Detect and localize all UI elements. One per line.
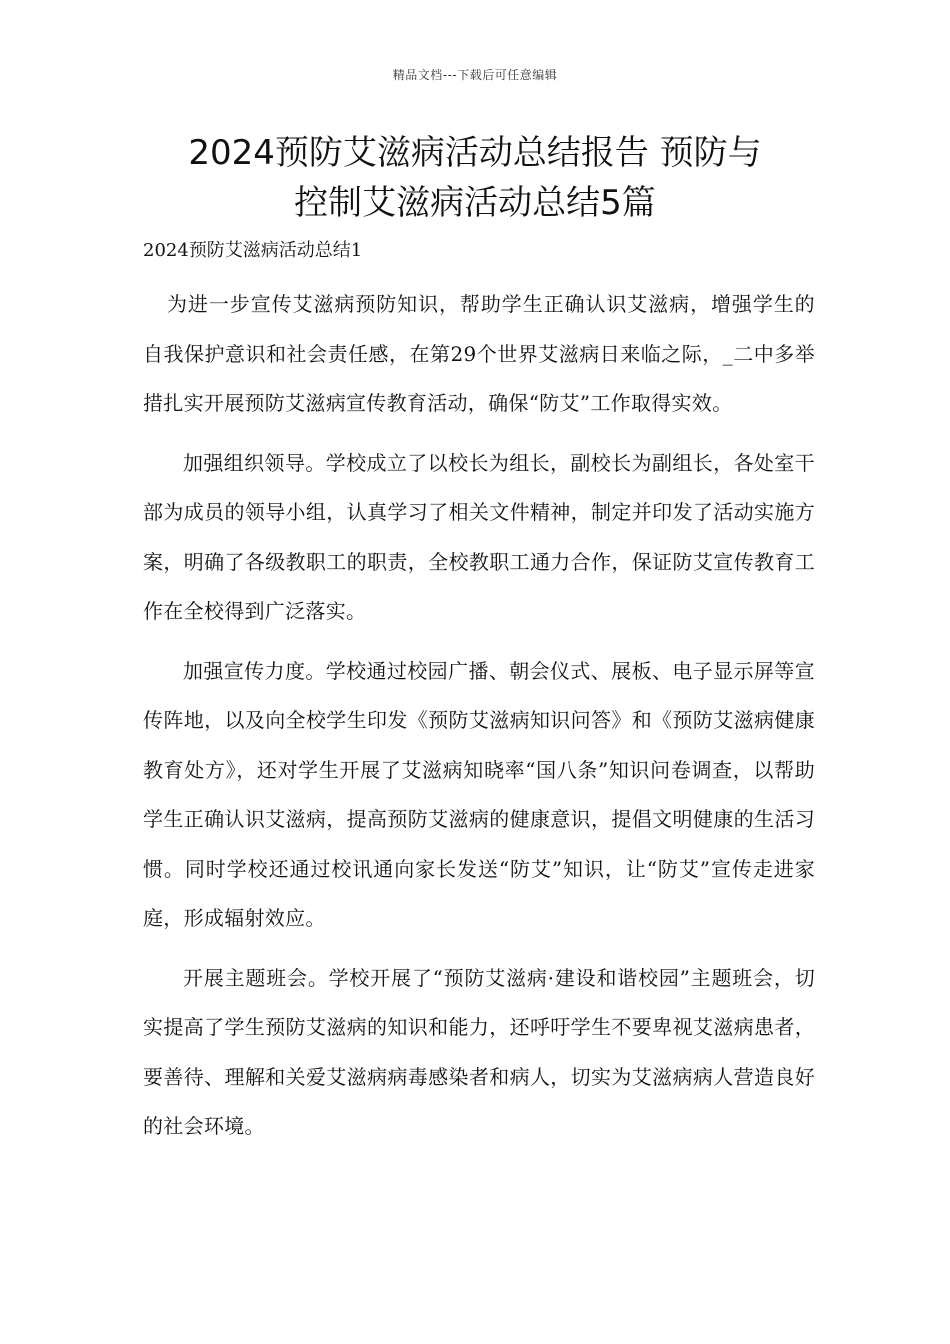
paragraph-publicity: 加强宣传力度。学校通过校园广播、朝会仪式、展板、电子显示屏等宣传阵地，以及向全校学生印发《预防艾滋病知识问答》和《预防艾滋病健康教育处方》，还对学生开展了艾滋病知晓率“国八条”知识问卷调查，以帮助学生正确认识艾滋病，提高预防艾滋病的健康意识，提倡文明健康的生活习惯。同时学校还通过校讯通向家长发送“防艾”知识，让“防艾”宣传走进家庭，形成辐射效应。 [143, 658, 815, 930]
body-text [143, 280, 815, 1162]
title-line-2: 控制艾滋病活动总结5篇 [294, 183, 656, 223]
paragraph-intro: 为进一步宣传艾滋病预防知识，帮助学生正确认识艾滋病，增强学生的自我保护意识和社会责任感，在第29个世界艾滋病日来临之际，_二中多举措扎实开展预防艾滋病宣传教育活动，确保“防艾”工作取得实效。 [143, 292, 815, 415]
paragraph-class-meeting: 开展主题班会。学校开展了“预防艾滋病·建设和谐校园”主题班会，切实提高了学生预防艾滋病的知识和能力，还呼吁学生不要卑视艾滋病患者，要善待、理解和关爱艾滋病病毒感染者和病人，切实为艾滋病病人营造良好的社会环境。 [143, 965, 815, 1138]
document-title [120, 128, 830, 228]
title-line-1: 2024预防艾滋病活动总结报告 预防与 [188, 133, 762, 173]
section-heading: 2024预防艾滋病活动总结1 [143, 240, 363, 261]
header-note: 精品文档---下载后可任意编辑 [392, 68, 558, 82]
paragraph-organization: 加强组织领导。学校成立了以校长为组长，副校长为副组长，各处室干部为成员的领导小组，认真学习了相关文件精神，制定并印发了活动实施方案，明确了各级教职工的职责，全校教职工通力合作，保证防艾宣传教育工作在全校得到广泛落实。 [143, 450, 815, 623]
